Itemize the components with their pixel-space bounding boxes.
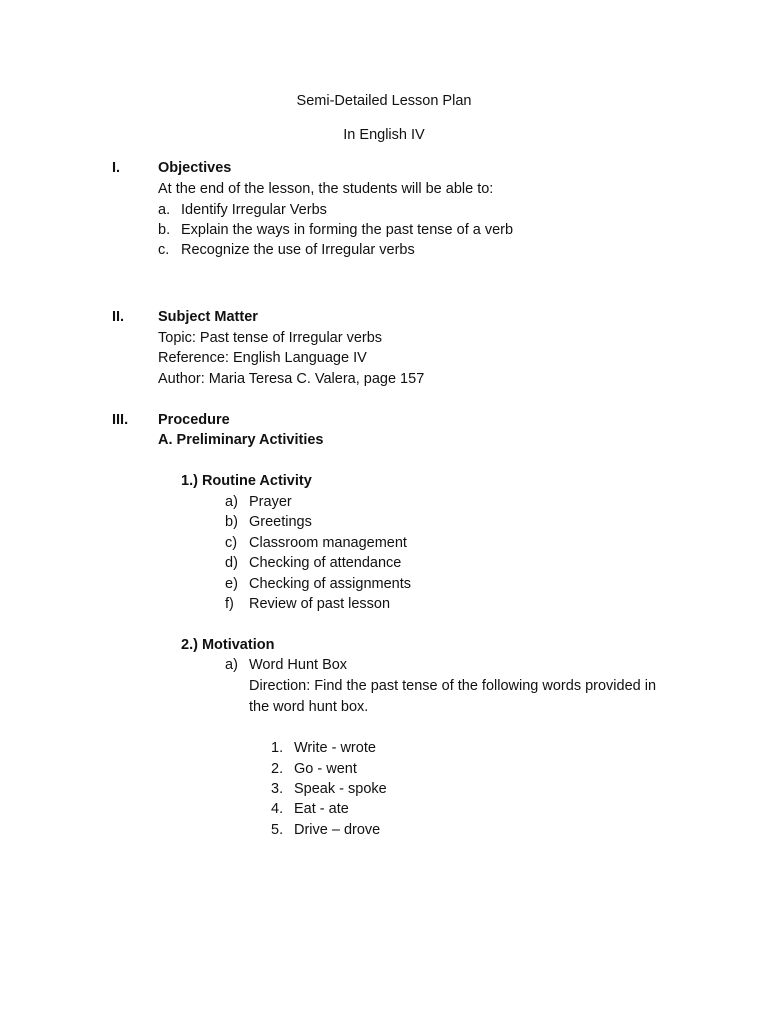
word-marker: 5.: [271, 822, 284, 838]
objectives-intro: At the end of the lesson, the students will be able to:: [158, 181, 494, 197]
objective-item: Recognize the use of Irregular verbs: [181, 242, 415, 258]
routine-marker: a): [225, 494, 238, 510]
word-pair: Drive – drove: [294, 822, 381, 838]
motivation-heading: 2.) Motivation: [181, 637, 275, 653]
routine-marker: c): [225, 535, 238, 551]
objective-marker: b.: [158, 222, 171, 238]
section-numeral-procedure: III.: [112, 412, 129, 428]
motivation-direction-line2: the word hunt box.: [249, 699, 369, 715]
word-pair: Go - went: [294, 761, 357, 777]
word-marker: 3.: [271, 781, 284, 797]
word-marker: 2.: [271, 761, 284, 777]
word-marker: 1.: [271, 740, 284, 756]
routine-item: Checking of assignments: [249, 576, 411, 592]
objective-item: Identify Irregular Verbs: [181, 202, 327, 218]
routine-item: Classroom management: [249, 535, 407, 551]
routine-marker: d): [225, 555, 238, 571]
word-pair: Write - wrote: [294, 740, 376, 756]
section-numeral-objectives: I.: [112, 160, 121, 176]
section-heading-objectives: Objectives: [158, 160, 232, 176]
routine-marker: b): [225, 514, 238, 530]
routine-item: Review of past lesson: [249, 596, 391, 612]
motivation-activity: Word Hunt Box: [249, 657, 348, 673]
motivation-direction-line1: Direction: Find the past tense of the following words provided in: [249, 678, 657, 694]
word-pair: Eat - ate: [294, 801, 349, 817]
subject-author: Author: Maria Teresa C. Valera, page 157: [158, 371, 425, 387]
routine-marker: f): [225, 596, 234, 612]
section-heading-procedure: Procedure: [158, 412, 230, 428]
routine-marker: e): [225, 576, 238, 592]
routine-item: Greetings: [249, 514, 312, 530]
subject-reference: Reference: English Language IV: [158, 350, 367, 366]
subsection-heading-preliminary: A. Preliminary Activities: [158, 432, 324, 448]
word-marker: 4.: [271, 801, 284, 817]
routine-item: Checking of attendance: [249, 555, 402, 571]
subject-topic: Topic: Past tense of Irregular verbs: [158, 330, 383, 346]
objective-item: Explain the ways in forming the past tense of a verb: [181, 222, 514, 238]
document-title: Semi-Detailed Lesson Plan: [296, 93, 472, 109]
word-pair: Speak - spoke: [294, 781, 387, 797]
objective-marker: a.: [158, 202, 171, 218]
routine-item: Prayer: [249, 494, 292, 510]
motivation-marker: a): [225, 657, 238, 673]
routine-activity-heading: 1.) Routine Activity: [181, 473, 312, 489]
document-subtitle: In English IV: [343, 127, 425, 143]
section-numeral-subject-matter: II.: [112, 309, 125, 325]
section-heading-subject-matter: Subject Matter: [158, 309, 258, 325]
objective-marker: c.: [158, 242, 170, 258]
